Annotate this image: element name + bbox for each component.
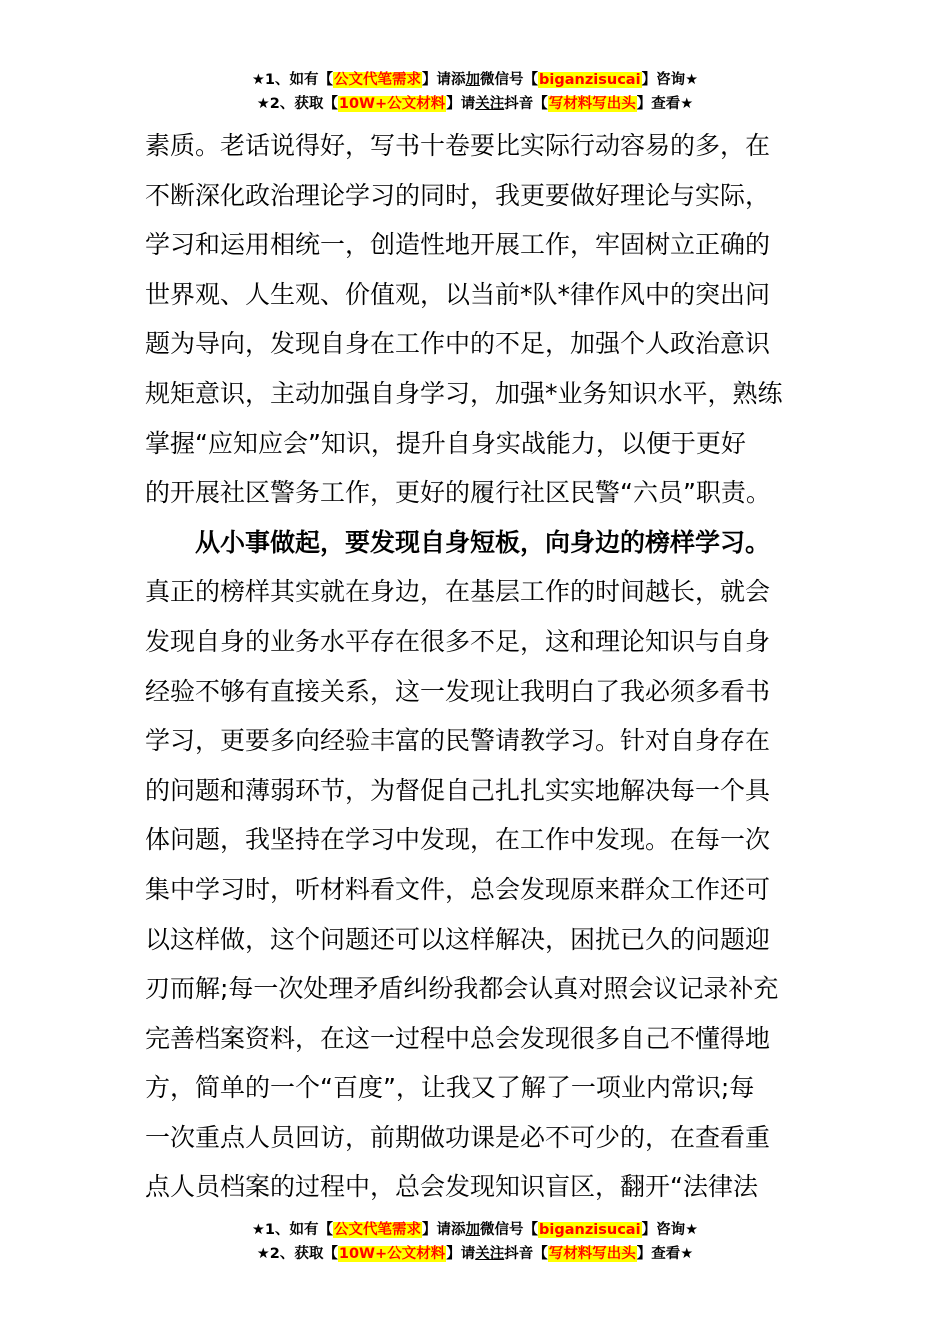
banner-text: 微信号【 [480,1222,539,1238]
banner-text: ★2、获取【 [256,1246,338,1262]
text-line: 集中学习时，听材料看文件，总会发现原来群众工作还可 [145,874,771,904]
banner-line-1 [0,1218,950,1242]
banner-highlight: 公文代笔需求 [334,1222,422,1238]
text-line: 不断深化政治理论学习的同时，我更要做好理论与实际， [145,180,771,210]
text-line: 学习，更要多向经验丰富的民警请教学习。针对自身存在 [145,726,771,756]
banner-highlight: 写材料写出头 [548,96,636,112]
text-line: 完善档案资料，在这一过程中总会发现很多自己不懂得地 [145,1023,771,1053]
banner-highlight: biganzisucai [539,1222,641,1238]
banner-highlight: 公文代笔需求 [334,72,422,88]
banner-line-2 [0,92,950,116]
footer-banner [0,1218,950,1266]
section-heading: 从小事做起，要发现自身短板，向身边的榜样学习。 [195,527,771,557]
banner-text: ★2、获取【 [256,96,338,112]
banner-text: ★1、如有【 [251,72,334,88]
banner-text: 】请添 [422,1222,466,1238]
banner-highlight: biganzisucai [539,72,641,88]
banner-line-2 [0,1242,950,1266]
text-line: 方，简单的一个“百度”，让我又了解了一项业内常识;每 [145,1073,755,1103]
text-line: 以这样做，这个问题还可以这样解决，困扰已久的问题迎 [145,924,771,954]
banner-text: 】请 [446,96,476,112]
text-line: 世界观、人生观、价值观，以当前*队*律作风中的突出问 [145,279,771,309]
banner-text: 】查看★ [636,1246,694,1262]
text-line: 点人员档案的过程中，总会发现知识盲区，翻开“法律法 [145,1172,758,1202]
text-line: 刃而解;每一次处理矛盾纠纷我都会认真对照会议记录补充 [145,974,779,1004]
text-line: 素质。老话说得好，写书十卷要比实际行动容易的多，在 [145,131,771,160]
text-line: 发现自身的业务水平存在很多不足，这和理论知识与自身 [145,626,771,656]
banner-highlight: 写材料写出头 [548,1246,636,1262]
banner-text: 抖音【 [504,96,548,112]
banner-text: ★1、如有【 [251,1222,334,1238]
banner-text: 】咨询★ [641,72,699,88]
header-banner [0,68,950,116]
text-line: 题为导向，发现自身在工作中的不足，加强个人政治意识 [145,329,771,359]
text-line: 学习和运用相统一，创造性地开展工作，牢固树立正确的 [145,230,771,260]
text-line: 体问题，我坚持在学习中发现，在工作中发现。在每一次 [145,825,771,855]
banner-text: 微信号【 [480,72,539,88]
banner-underlined-text: 关注 [475,1246,505,1262]
text-line: 的开展社区警务工作，更好的履行社区民警“六员”职责。 [145,478,771,508]
banner-underlined-text: 加 [465,72,481,88]
text-line: 规矩意识，主动加强自身学习，加强*业务知识水平，熟练 [145,378,783,408]
text-line: 经验不够有直接关系，这一发现让我明白了我必须多看书 [145,676,771,706]
banner-highlight: 10W+公文材料 [338,1246,446,1262]
banner-text: 抖音【 [504,1246,548,1262]
banner-underlined-text: 关注 [475,96,505,112]
banner-text: 】请添 [422,72,466,88]
banner-text: 】请 [446,1246,476,1262]
banner-underlined-text: 加 [465,1222,481,1238]
banner-text: 】咨询★ [641,1222,699,1238]
banner-highlight: 10W+公文材料 [338,96,446,112]
text-line: 掌握“应知应会”知识，提升自身实战能力，以便于更好 [145,428,746,458]
text-line: 一次重点人员回访，前期做功课是必不可少的，在查看重 [145,1122,771,1152]
banner-line-1 [0,68,950,92]
text-line: 真正的榜样其实就在身边，在基层工作的时间越长，就会 [145,577,771,607]
banner-text: 】查看★ [636,96,694,112]
document-body [145,121,810,1212]
text-line: 的问题和薄弱环节，为督促自己扎扎实实地解决每一个具 [145,775,771,805]
